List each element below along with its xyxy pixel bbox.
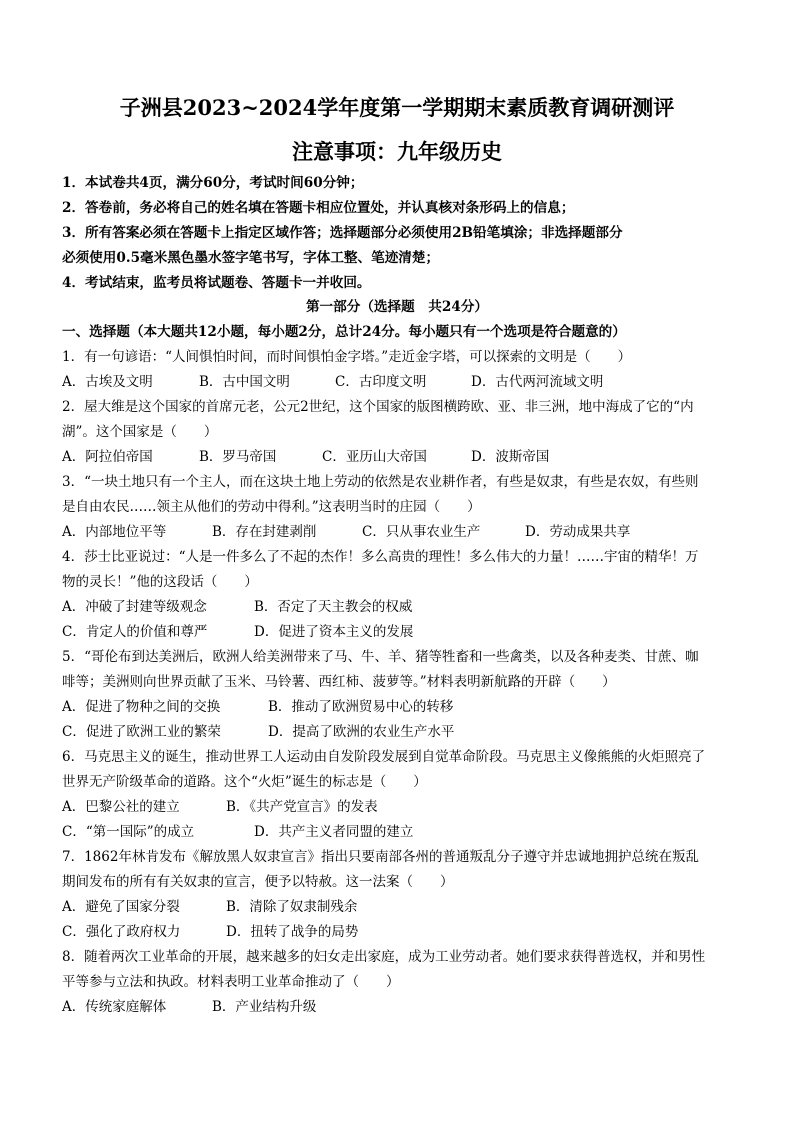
question-5-option-c: C．促进了欧洲工业的繁荣: [62, 724, 221, 740]
question-7-option-d: D．扭转了战争的局势: [226, 924, 359, 940]
question-6-option-d: D．共产主义者同盟的建立: [254, 824, 414, 840]
question-4-stem-cont: 物的灵长！”他的这段话（ ）: [62, 574, 258, 590]
question-2-stem-cont: 湖”。这个国家是（ ）: [62, 424, 218, 440]
question-3-option-d: D．劳动成果共享: [525, 524, 631, 540]
question-1-option-a: A．古埃及文明: [62, 374, 153, 390]
question-3-option-b: B．存在封建剥削: [212, 524, 317, 540]
question-7-stem-cont: 期间发布的所有有关奴隶的宣言，便予以特赦。这一法案（ ）: [62, 874, 454, 890]
question-2-option-d: D．波斯帝国: [471, 449, 550, 465]
question-4-option-b: B．否定了天主教会的权威: [254, 599, 413, 615]
question-4-stem: 4．莎士比亚说过：“人是一件多么了不起的杰作！多么高贵的理性！多么伟大的力量！……宇宙的精华！万: [62, 549, 699, 565]
question-8-stem: 8．随着两次工业革命的开展，越来越多的妇女走出家庭，成为工业劳动者。她们要求获得普选权，并和男性: [62, 949, 706, 965]
question-8-option-a: A．传统家庭解体: [62, 999, 167, 1015]
question-8-option-b: B．产业结构升级: [212, 999, 317, 1015]
question-5-option-d: D．提高了欧洲的农业生产水平: [268, 724, 455, 740]
question-7-stem: 7．1862年林肯发布《解放黑人奴隶宣言》指出只要南部各州的普通叛乱分子遵守并忠诚地拥护总统在叛乱: [62, 849, 699, 865]
question-4-option-c: C．肯定人的价值和尊严: [62, 624, 208, 640]
question-3-option-c: C．只从事农业生产: [362, 524, 481, 540]
question-6-stem: 6．马克思主义的诞生，推动世界工人运动由自发阶段发展到自觉革命阶段。马克思主义像熊熊的火炬照亮了: [62, 749, 706, 765]
note-3: 3．所有答案必须在答题卡上指定区域作答；选择题部分必须使用2B铅笔填涂；非选择题部分: [62, 225, 623, 241]
question-5-stem-cont: 啡等；美洲则向世界贡献了玉米、马铃薯、西红柿、菠萝等。”材料表明新航路的开辟（ ）: [62, 674, 616, 690]
exam-subtitle: 注意事项：九年级历史: [292, 139, 502, 164]
question-7-option-c: C．强化了政府权力: [62, 924, 181, 940]
question-2-option-b: B．罗马帝国: [199, 449, 277, 465]
exam-title: 子洲县2023~2024学年度第一学期期末素质教育调研测评: [119, 95, 675, 120]
section-title: 一、选择题（本大题共12小题，每小题2分，总计24分。每小题只有一个选项是符合题意的）: [62, 324, 626, 340]
question-3-stem-cont: 是自由农民……领主从他们的劳动中得利。”这表明当时的庄园（ ）: [62, 499, 481, 515]
question-4-option-d: D．促进了资本主义的发展: [254, 624, 414, 640]
question-1-option-b: B．古中国文明: [199, 374, 290, 390]
question-5-option-b: B．推动了欧洲贸易中心的转移: [268, 699, 454, 715]
question-6-option-b: B．《共产党宣言》的发表: [226, 799, 378, 815]
question-2-stem: 2．屋大维是这个国家的首席元老，公元2世纪，这个国家的版图横跨欧、亚、非三洲，地中海成了它的“内: [62, 399, 694, 415]
part-title: 第一部分（选择题 共24分）: [305, 299, 489, 315]
question-6-stem-cont: 世界无产阶级革命的道路。这个“火炬”诞生的标志是（ ）: [62, 774, 427, 790]
question-3-option-a: A．内部地位平等: [62, 524, 167, 540]
question-6-option-a: A．巴黎公社的建立: [62, 799, 180, 815]
note-2: 2．答卷前，务必将自己的姓名填在答题卡相应位置处，并认真核对条形码上的信息；: [62, 200, 575, 216]
note-1: 1．本试卷共4页，满分60分，考试时间60分钟；: [62, 175, 364, 191]
question-4-option-a: A．冲破了封建等级观念: [62, 599, 207, 615]
question-5-stem: 5．“哥伦布到达美洲后，欧洲人给美洲带来了马、牛、羊、猪等牲畜和一些禽类，以及各种麦类、甘蔗、咖: [62, 649, 699, 665]
question-1-option-d: D．古代两河流域文明: [471, 374, 604, 390]
question-5-option-a: A．促进了物种之间的交换: [62, 699, 221, 715]
question-2-option-c: C．亚历山大帝国: [322, 449, 427, 465]
note-3-cont: 必须使用0.5毫米黑色墨水签字笔书写，字体工整、笔迹清楚；: [62, 250, 440, 266]
note-4: 4．考试结束，监考员将试题卷、答题卡一并收回。: [62, 275, 371, 291]
question-7-option-a: A．避免了国家分裂: [62, 899, 180, 915]
question-8-stem-cont: 平等参与立法和执政。材料表明工业革命推动了（ ）: [62, 974, 400, 990]
question-1-option-c: C．古印度文明: [335, 374, 427, 390]
question-1-stem: 1．有一句谚语：“人间惧怕时间，而时间惧怕金字塔。”走近金字塔，可以探索的文明是（ ）: [62, 349, 632, 365]
question-7-option-b: B．清除了奴隶制残余: [226, 899, 358, 915]
question-6-option-c: C．“第一国际”的成立: [62, 824, 195, 840]
question-3-stem: 3．“一块土地只有一个主人，而在这块土地上劳动的依然是农业耕作者，有些是奴隶，有些是农奴，有些则: [62, 474, 699, 490]
question-2-option-a: A．阿拉伯帝国: [62, 449, 153, 465]
